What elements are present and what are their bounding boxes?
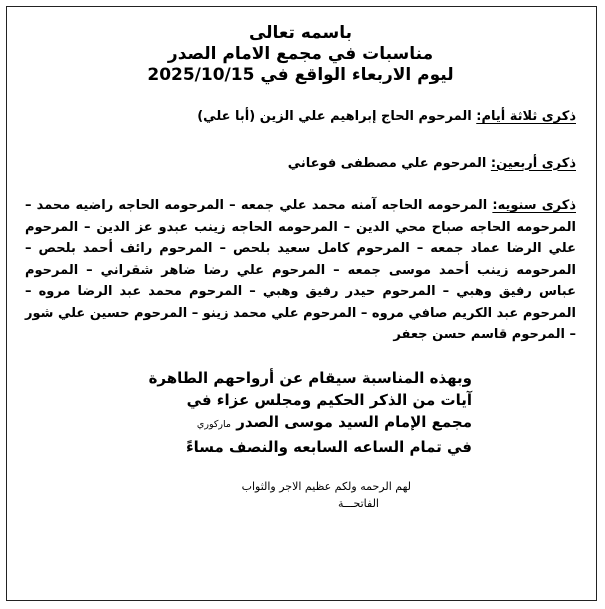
header-basmala: باسمه تعالى [248, 23, 353, 43]
closing-venue-note: ماركوري [196, 418, 231, 430]
section-forty-text: المرحوم علي مصطفى فوعاني [287, 155, 491, 171]
section-annual [25, 195, 576, 346]
section-three-days [25, 106, 576, 128]
document-frame [6, 6, 597, 601]
section-three-days-label: ذكرى ثلاثة أيام: [476, 109, 576, 124]
footer-fatiha: الفاتحـــة [337, 496, 379, 510]
section-annual-label: ذكرى سنويه: [492, 198, 576, 213]
closing-line-3 [25, 411, 472, 436]
section-forty-label: ذكرى أربعين: [490, 155, 576, 171]
header-title: مناسبات في مجمع الامام الصدر [167, 44, 434, 64]
footer [25, 478, 576, 512]
header-date: ليوم الاربعاء الواقع في 2025/10/15 [147, 65, 454, 85]
section-three-days-text: المرحوم الحاج إبراهيم علي الزين (أبا علي) [197, 109, 477, 124]
closing-paragraph [25, 367, 576, 458]
announcement-document [25, 7, 576, 512]
closing-line-2: آيات من الذكر الحكيم ومجلس عزاء في [186, 390, 472, 409]
section-forty [25, 153, 576, 175]
closing-line-4: في تمام الساعه السابعه والنصف مساءً [185, 437, 472, 456]
closing-venue: مجمع الإمام السيد موسى الصدر [236, 412, 472, 431]
footer-condolence: لهم الرحمه ولكم عظيم الاجر والثواب [241, 479, 411, 493]
section-annual-text: المرحومه الحاجه آمنه محمد علي جمعه – المرحومه الحاجه راضيه محمد – المرحومه الحاجه صباح محي الدين – المرحومه الحاجه زينب عبدو عز الدين – المرحوم علي الرضا عماد جمعه – المرحوم كامل سعيد بلحص – المرحوم رائف أحمد بلحص – المرحومه زينب أحمد موسى جمعه – المرحوم علي رضا ضاهر شقراني – المرحوم عباس رفيق وهبي – المرحوم حيدر رفيق وهبي – المرحوم محمد عبد الرضا مروه – المرحوم عبد الكريم صافي مروه – المرحوم علي محمد زينو – المرحوم حسين علي شور – المرحوم قاسم حسن جعفر [25, 198, 576, 342]
header [25, 7, 576, 86]
closing-line-1: وبهذه المناسبة سيقام عن أرواحهم الطاهرة [148, 368, 472, 387]
